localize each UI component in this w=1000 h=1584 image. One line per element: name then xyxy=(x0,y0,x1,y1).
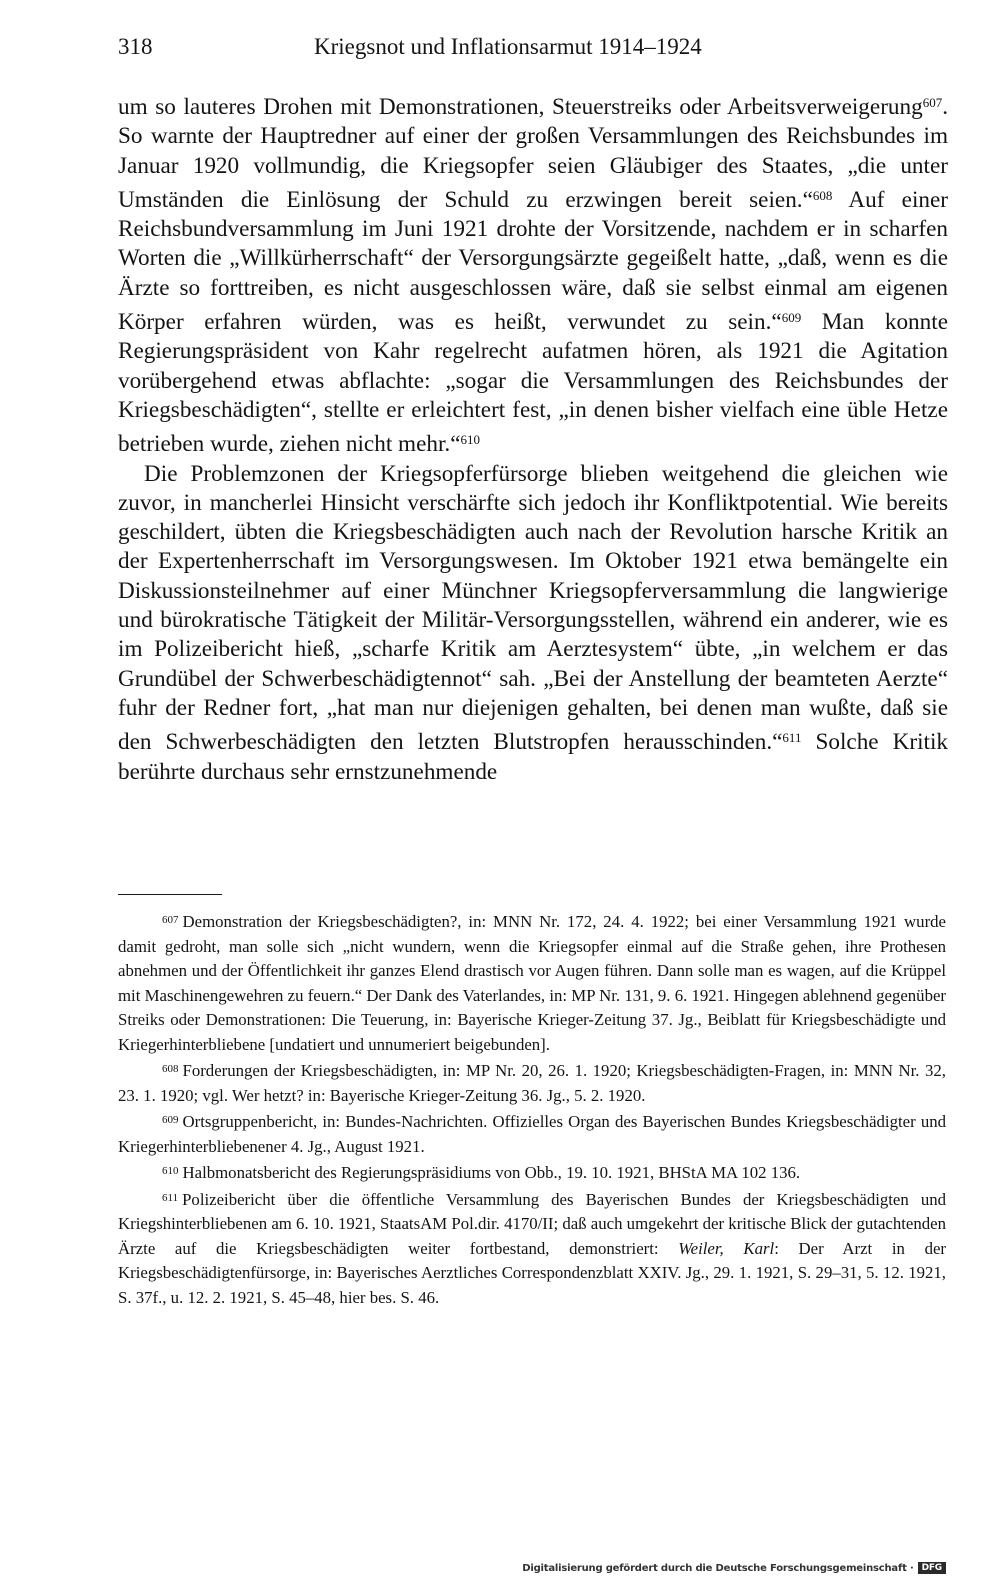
footnotes xyxy=(118,908,946,1310)
footnote-609: $^{609}$ Ortsgruppenbericht, in: Bundes-Nachrichten. Offizielles Organ des Bayerischen Bundes Kriegsbeschädigter und Kriegerhinterbliebenener 4. Jg., August 1921. xyxy=(118,1112,946,1156)
footnote-number: 607 xyxy=(162,914,179,926)
running-title: Kriegsnot und Inflationsarmut 1914–1924 xyxy=(314,34,702,59)
running-header xyxy=(118,30,948,64)
footnote-607: $^{607}$ Demonstration der Kriegsbeschädigten?, in: MNN Nr. 172, 24. 4. 1922; bei einer Versammlung 1921 wurde damit gedroht, man solle sich „nicht wundern, wenn die Kriegsopfer einmal auf die Straße gehen, ihre Prothesen abnehmen und der Öffentlichkeit ihr ganzes Elend drastisch vor Augen führen. Dann solle man es wagen, auf die Krüppel mit Maschinengewehren zu feuern.“ Der Dank des Vaterlandes, in: MP Nr. 131, 9. 6. 1921. Hingegen ablehnend gegenüber Streiks oder Demonstrationen: Die Teuerung, in: Bayerische Krieger-Zeitung 37. Jg., Beiblatt für Kriegsbeschädigte und Kriegerhinterbliebene [undatiert und unnumeriert beigebunden]. xyxy=(118,912,946,1054)
paragraph-1: um so lauteres Drohen mit Demonstrationen, Steuerstreiks oder Arbeitsverweigerung$^{607}$. So warnte der Hauptredner auf einer der großen Versammlungen des Reichsbundes im Januar 1920 vollmundig, die Kriegsopfer seien Gläubiger des Staates, „die unter Umständen die Einlösung der Schuld zu erzwingen bereit seien.“$^{608}$ Auf einer Reichsbundversammlung im Juni 1921 drohte der Vorsitzende, nachdem er in scharfen Worten die „Willkürherrschaft“ der Versorgungsärzte gegeißelt hatte, „daß, wenn es die Ärzte so forttreiben, es nicht ausgeschlossen wäre, daß sie selbst einmal am eigenen Körper erfahren würden, was es heißt, verwundet zu sein.“$^{609}$ Man konnte Regierungspräsident von Kahr regelrecht aufatmen hören, als 1921 die Agitation vorübergehend etwas abflachte: „sogar die Versammlungen des Reichsbundes der Kriegsbeschädigten“, stellte er erleichtert fest, „in denen bisher vielfach eine üble Hetze betrieben wurde, ziehen nicht mehr.“$^{610}$ xyxy=(118,94,948,458)
footnote-author: Weiler, Karl xyxy=(678,1238,775,1258)
footnote-number: 611 xyxy=(162,1191,179,1204)
footnote-608: $^{608}$ Forderungen der Kriegsbeschädigten, in: MP Nr. 20, 26. 1. 1920; Kriegsbeschädigten-Fragen, in: MNN Nr. 32, 23. 1. 1920; vgl. Wer hetzt? in: Bayerische Krieger-Zeitung 36. Jg., 5. 2. 1920. xyxy=(118,1061,946,1105)
body-text xyxy=(118,88,948,787)
footnote-611: $^{611}$ Polizeibericht über die öffentliche Versammlung des Bayerischen Bundes der Kriegsbeschädigten und Kriegshinterbliebenen am 6. 10. 1921, StaatsAM Pol.dir. 4170/II; daß auch umgekehrt der kritische Blick der gutachtenden Ärzte auf die Kriegsbeschädigten weiter fortbestand, demonstriert: Weiler, Karl: Der Arzt in der Kriegsbeschädigtenfürsorge, in: Bayerisches Aerztliches Correspondenzblatt XXIV. Jg., 29. 1. 1921, S. 29–31, 5. 12. 1921, S. 37f., u. 12. 2. 1921, S. 45–48, hier bes. S. 46. xyxy=(118,1189,946,1307)
footnote-ref-611[interactable]: 611 xyxy=(782,730,802,746)
footnote-number: 609 xyxy=(162,1114,179,1126)
footnote-number: 608 xyxy=(162,1063,179,1075)
footnote-number: 610 xyxy=(162,1165,179,1177)
paragraph-2: Die Problemzonen der Kriegsopferfürsorge blieben weitgehend die gleichen wie zuvor, in mancherlei Hinsicht verschärfte sich jedoch ihr Konfliktpotential. Wie bereits geschildert, übten die Kriegsbeschädigten auch nach der Revolution harsche Kritik an der Expertenherrschaft im Versorgungswesen. Im Oktober 1921 etwa bemängelte ein Diskussionsteilnehmer auf einer Münchner Kriegsopferversammlung die langwierige und bürokratische Tätigkeit der Militär-Versorgungsstellen, während ein anderer, wie es im Polizeibericht hieß, „scharfe Kritik am Aerztesystem“ übte, „in welchem er das Grundübel der Schwerbeschädigtennot“ sah. „Bei der Anstellung der beamteten Aerzte“ fuhr der Redner fort, „hat man nur diejenigen gehalten, bei denen man wußte, daß sie den Schwerbeschädigten den letzten Blutstropfen herausschinden.“$^{611}$ Solche Kritik berührte durchaus sehr ernstzunehmende xyxy=(118,460,948,785)
footnote-ref-608[interactable]: 608 xyxy=(812,187,833,203)
footnote-ref-607[interactable]: 607 xyxy=(922,95,943,110)
digitization-credit: Digitalisierung gefördert durch die Deutsche Forschungsgemeinschaft · DFG xyxy=(522,1562,946,1574)
footnote-ref-609[interactable]: 609 xyxy=(781,310,802,326)
footnote-610: $^{610}$ Halbmonatsbericht des Regierungspräsidiums von Obb., 19. 10. 1921, BHStA MA 102 136. xyxy=(162,1163,801,1182)
footnote-ref-610[interactable]: 610 xyxy=(460,432,481,448)
page-number: 318 xyxy=(118,34,153,59)
footnote-separator xyxy=(118,894,222,895)
dfg-logo-icon: DFG xyxy=(918,1562,946,1574)
